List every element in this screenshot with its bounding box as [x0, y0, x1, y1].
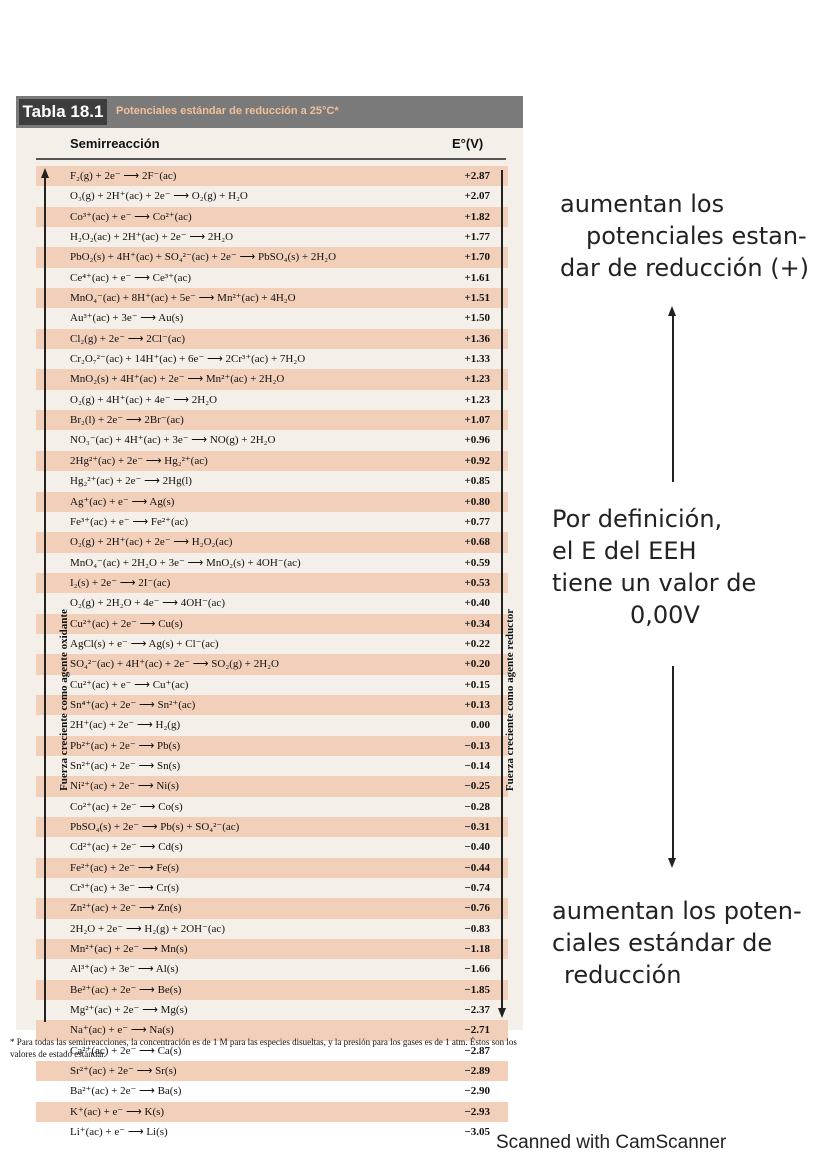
standard-potential: −3.05: [464, 1126, 490, 1139]
standard-potential: −2.37: [464, 1004, 490, 1017]
half-reaction: PbSO₄(s) + 2e⁻ ⟶ Pb(s) + SO₄²⁻(ac): [70, 821, 240, 833]
half-reaction: NO₃⁻(ac) + 4H⁺(ac) + 3e⁻ ⟶ NO(g) + 2H₂O: [70, 434, 276, 447]
standard-potential: −2.90: [464, 1085, 490, 1098]
table-row: [36, 980, 508, 1000]
standard-potential: +1.70: [464, 251, 490, 264]
standard-potential: −1.66: [464, 963, 490, 976]
table-row: [36, 1102, 508, 1122]
standard-potential: +2.87: [464, 170, 490, 182]
note-line: dar de reducción (+): [560, 254, 810, 282]
standard-potential: −2.87: [464, 1044, 490, 1057]
table-row: [36, 878, 508, 898]
standard-potential: −0.31: [464, 821, 490, 833]
down-arrow-icon: [498, 1008, 506, 1018]
half-reaction: Cl₂(g) + 2e⁻ ⟶ 2Cl⁻(ac): [70, 332, 186, 345]
table-row: [36, 512, 508, 532]
half-reaction: AgCl(s) + e⁻ ⟶ Ag(s) + Cl⁻(ac): [70, 637, 219, 650]
table-row: [36, 675, 508, 695]
half-reaction: Zn²⁺(ac) + 2e⁻ ⟶ Zn(s): [70, 902, 182, 915]
camscanner-watermark: Scanned with CamScanner: [496, 1132, 727, 1153]
table-row: [36, 227, 508, 247]
table-body: [36, 166, 508, 1143]
standard-potential: +0.92: [464, 454, 490, 467]
reductant-arrow-line: [501, 170, 503, 1012]
standard-potential: −0.83: [464, 922, 490, 935]
table-row: [36, 553, 508, 573]
table-row: [36, 756, 508, 776]
standard-potential: −0.14: [464, 759, 490, 772]
standard-potential: 0.00: [470, 719, 490, 732]
standard-potential: −0.28: [464, 800, 490, 813]
half-reaction: Ni²⁺(ac) + 2e⁻ ⟶ Ni(s): [70, 780, 179, 793]
half-reaction: Co³⁺(ac) + e⁻ ⟶ Co²⁺(ac): [70, 210, 192, 223]
note-arrow-line-down: [672, 666, 674, 860]
table-row: [36, 349, 508, 369]
table-row: [36, 736, 508, 756]
oxidant-arrow-line: [44, 176, 46, 1022]
note-line: aumentan los: [560, 190, 725, 218]
standard-potential: +0.77: [464, 515, 490, 528]
table-row: [36, 939, 508, 959]
standard-potential: −1.85: [464, 983, 490, 996]
half-reaction: Br₂(l) + 2e⁻ ⟶ 2Br⁻(ac): [70, 414, 184, 427]
table-row: [36, 817, 508, 837]
note-line: Por definición,: [552, 505, 723, 533]
table-row: [36, 593, 508, 613]
standard-potential: +1.77: [464, 231, 490, 244]
table-row: [36, 308, 508, 328]
half-reaction: Cr³⁺(ac) + 3e⁻ ⟶ Cr(s): [70, 882, 179, 895]
note-top: [560, 188, 809, 284]
half-reaction: 2H₂O + 2e⁻ ⟶ H₂(g) + 2OH⁻(ac): [70, 922, 225, 935]
half-reaction: Fe³⁺(ac) + e⁻ ⟶ Fe²⁺(ac): [70, 515, 189, 528]
note-line: aumentan los poten-: [552, 897, 802, 925]
half-reaction: Ag⁺(ac) + e⁻ ⟶ Ag(s): [70, 495, 175, 508]
table-row: [36, 1081, 508, 1101]
standard-potential: +1.07: [464, 414, 490, 427]
half-reaction: Hg₂²⁺(ac) + 2e⁻ ⟶ 2Hg(l): [70, 475, 192, 488]
standard-potential: +1.33: [464, 353, 490, 366]
half-reaction: Cd²⁺(ac) + 2e⁻ ⟶ Cd(s): [70, 841, 183, 854]
half-reaction: Cr₂O₇²⁻(ac) + 14H⁺(ac) + 6e⁻ ⟶ 2Cr³⁺(ac) + 7H₂O: [70, 353, 306, 366]
half-reaction: Co²⁺(ac) + 2e⁻ ⟶ Co(s): [70, 800, 183, 813]
half-reaction: O₂(g) + 2H⁺(ac) + 2e⁻ ⟶ H₂O₂(ac): [70, 536, 233, 549]
standard-potential: +0.59: [464, 556, 490, 569]
half-reaction: MnO₂(s) + 4H⁺(ac) + 2e⁻ ⟶ Mn²⁺(ac) + 2H₂O: [70, 373, 285, 386]
half-reaction: Ba²⁺(ac) + 2e⁻ ⟶ Ba(s): [70, 1085, 182, 1098]
standard-potential: +0.80: [464, 495, 490, 508]
table-number: Tabla 18.1: [19, 99, 107, 125]
standard-potential: +1.50: [464, 312, 490, 325]
standard-potential: −0.40: [464, 841, 490, 854]
standard-potential: +0.40: [464, 597, 490, 610]
table-row: [36, 919, 508, 939]
table-row: [36, 1061, 508, 1081]
standard-potential: +0.13: [464, 698, 490, 711]
table-title: Potenciales estándar de reducción a 25°C*: [116, 105, 339, 117]
table-row: [36, 329, 508, 349]
half-reaction: Sn⁴⁺(ac) + 2e⁻ ⟶ Sn²⁺(ac): [70, 698, 196, 711]
table-row: [36, 369, 508, 389]
note-bottom: [552, 895, 802, 991]
standard-potential: +1.51: [464, 292, 490, 305]
standard-potential: +0.68: [464, 536, 490, 549]
standard-potential: −0.13: [464, 739, 490, 752]
table-row: [36, 715, 508, 735]
column-header-reaction: Semirreacción: [70, 136, 160, 151]
table-row: [36, 1122, 508, 1142]
table-row: [36, 268, 508, 288]
table-row: [36, 532, 508, 552]
standard-potential: +0.96: [464, 434, 490, 447]
table-row: [36, 186, 508, 206]
note-line: ciales estándar de: [552, 929, 773, 957]
half-reaction: Pb²⁺(ac) + 2e⁻ ⟶ Pb(s): [70, 739, 181, 752]
half-reaction: Fe²⁺(ac) + 2e⁻ ⟶ Fe(s): [70, 861, 179, 874]
standard-potential: +0.15: [464, 678, 490, 691]
table-row: [36, 634, 508, 654]
table-row: [36, 288, 508, 308]
note-line: tiene un valor de: [552, 569, 757, 597]
half-reaction: MnO₄⁻(ac) + 2H₂O + 3e⁻ ⟶ MnO₂(s) + 4OH⁻(ac): [70, 556, 301, 569]
note-line: el E del EEH: [552, 537, 697, 565]
standard-potential: −0.76: [464, 902, 490, 915]
half-reaction: Ce⁴⁺(ac) + e⁻ ⟶ Ce³⁺(ac): [70, 271, 192, 284]
note-line: reducción: [564, 961, 682, 989]
half-reaction: SO₄²⁻(ac) + 4H⁺(ac) + 2e⁻ ⟶ SO₂(g) + 2H₂O: [70, 658, 279, 671]
standard-potential: +0.22: [464, 637, 490, 650]
down-arrow-icon: [668, 858, 676, 868]
up-arrow-icon: [41, 168, 49, 178]
half-reaction: 2Hg²⁺(ac) + 2e⁻ ⟶ Hg₂²⁺(ac): [70, 454, 208, 467]
table-row: [36, 1000, 508, 1020]
half-reaction: O₃(g) + 2H⁺(ac) + 2e⁻ ⟶ O₂(g) + H₂O: [70, 190, 248, 203]
reductant-strength-label: Fuerza creciente como agente reductor: [504, 608, 516, 792]
note-middle: [552, 503, 756, 631]
standard-potential: +2.07: [464, 190, 490, 203]
standard-potential: −0.74: [464, 882, 490, 895]
half-reaction: MnO₄⁻(ac) + 8H⁺(ac) + 5e⁻ ⟶ Mn²⁺(ac) + 4H₂O: [70, 292, 296, 305]
note-arrow-line-up: [672, 314, 674, 482]
table-row: [36, 654, 508, 674]
standard-potential: +0.53: [464, 576, 490, 589]
table-row: [36, 492, 508, 512]
half-reaction: 2H⁺(ac) + 2e⁻ ⟶ H₂(g): [70, 719, 181, 732]
half-reaction: Be²⁺(ac) + 2e⁻ ⟶ Be(s): [70, 983, 182, 996]
half-reaction: Au³⁺(ac) + 3e⁻ ⟶ Au(s): [70, 312, 184, 325]
header-divider: [36, 158, 506, 160]
standard-potential: −2.89: [464, 1065, 490, 1078]
column-header-potential: E°(V): [452, 136, 484, 151]
standard-potential: +0.34: [464, 617, 490, 630]
note-line: potenciales estan-: [586, 222, 807, 250]
table-row: [36, 166, 508, 186]
table-row: [36, 410, 508, 430]
table-row: [36, 614, 508, 634]
standard-potential: +1.36: [464, 332, 490, 345]
table-row: [36, 430, 508, 450]
table-row: [36, 898, 508, 918]
table-row: [36, 959, 508, 979]
half-reaction: Al³⁺(ac) + 3e⁻ ⟶ Al(s): [70, 963, 179, 976]
table-row: [36, 207, 508, 227]
table-row: [36, 573, 508, 593]
standard-potential: −0.44: [464, 861, 490, 874]
standard-potential: −0.25: [464, 780, 490, 793]
standard-potential: −2.93: [464, 1105, 490, 1118]
oxidant-strength-label: Fuerza creciente como agente oxidante: [58, 609, 70, 791]
standard-potential: +1.61: [464, 271, 490, 284]
standard-potential: +1.23: [464, 393, 490, 406]
standard-potential: −1.18: [464, 943, 490, 956]
half-reaction: Li⁺(ac) + e⁻ ⟶ Li(s): [70, 1126, 168, 1139]
half-reaction: F₂(g) + 2e⁻ ⟶ 2F⁻(ac): [70, 170, 177, 182]
half-reaction: O₂(g) + 4H⁺(ac) + 4e⁻ ⟶ 2H₂O: [70, 393, 218, 406]
half-reaction: Cu²⁺(ac) + e⁻ ⟶ Cu⁺(ac): [70, 678, 189, 691]
table-row: [36, 858, 508, 878]
standard-potential: +1.82: [464, 210, 490, 223]
note-line: 0,00V: [630, 601, 700, 629]
table-title-bar: [16, 96, 523, 128]
half-reaction: Mn²⁺(ac) + 2e⁻ ⟶ Mn(s): [70, 943, 188, 956]
half-reaction: Sn²⁺(ac) + 2e⁻ ⟶ Sn(s): [70, 759, 181, 772]
half-reaction: Mg²⁺(ac) + 2e⁻ ⟶ Mg(s): [70, 1004, 188, 1017]
standard-potential: −2.71: [464, 1024, 490, 1037]
standard-potential: +0.85: [464, 475, 490, 488]
half-reaction: Cu²⁺(ac) + 2e⁻ ⟶ Cu(s): [70, 617, 183, 630]
table-row: [36, 247, 508, 267]
half-reaction: Na⁺(ac) + e⁻ ⟶ Na(s): [70, 1024, 174, 1037]
table-footnote: * Para todas las semirreacciones, la concentración es de 1 M para las especies disueltas, y la presión para los gases es de 1 atm. Éstos son los valores de estado estándar.: [10, 1037, 517, 1059]
table-row: [36, 451, 508, 471]
standard-potential: +1.23: [464, 373, 490, 386]
table-row: [36, 776, 508, 796]
half-reaction: K⁺(ac) + e⁻ ⟶ K(s): [70, 1105, 165, 1118]
half-reaction: H₂O₂(ac) + 2H⁺(ac) + 2e⁻ ⟶ 2H₂O: [70, 231, 234, 244]
half-reaction: Ca²⁺(ac) + 2e⁻ ⟶ Ca(s): [70, 1044, 182, 1057]
table-row: [36, 695, 508, 715]
table-row: [36, 471, 508, 491]
table-row: [36, 837, 508, 857]
table-row: [36, 797, 508, 817]
half-reaction: PbO₂(s) + 4H⁺(ac) + SO₄²⁻(ac) + 2e⁻ ⟶ PbSO₄(s) + 2H₂O: [70, 251, 337, 264]
half-reaction: I₂(s) + 2e⁻ ⟶ 2I⁻(ac): [70, 576, 171, 589]
table-row: [36, 390, 508, 410]
half-reaction: O₂(g) + 2H₂O + 4e⁻ ⟶ 4OH⁻(ac): [70, 597, 225, 610]
standard-potential: +0.20: [464, 658, 490, 671]
half-reaction: Sr²⁺(ac) + 2e⁻ ⟶ Sr(s): [70, 1065, 177, 1078]
